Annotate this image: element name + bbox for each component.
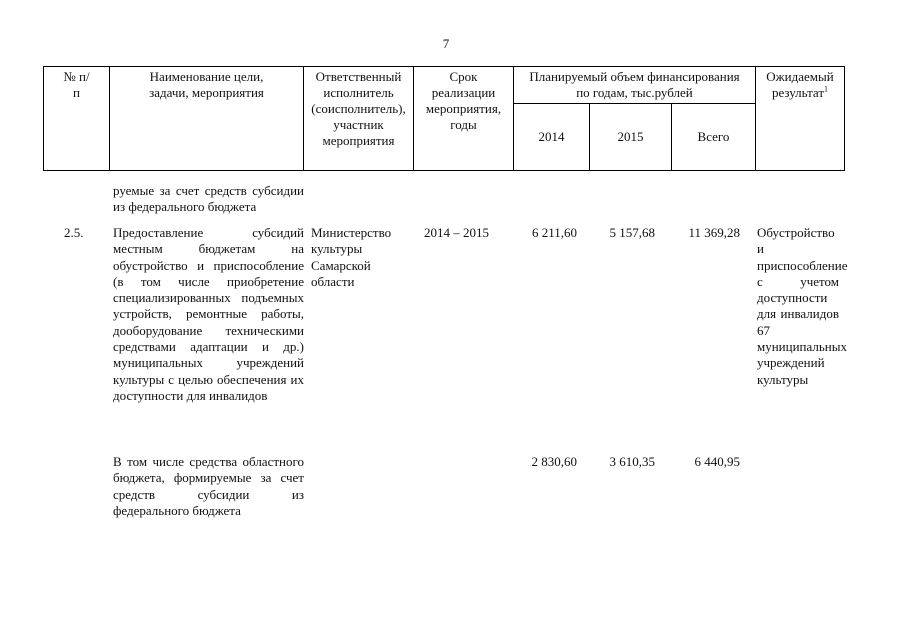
subrow-value-2015: 3 610,35: [609, 454, 655, 469]
subrow-value-2014: 2 830,60: [531, 454, 577, 469]
subrow-name: В том числе средства областного бюджета, формируемые за счет средств субсидии из федерального бюджета: [113, 454, 304, 518]
header-name: Наименование цели, задачи, мероприятия: [110, 67, 304, 171]
row-executor: Министерство культуры Самарской области: [311, 225, 392, 289]
header-term: Срок реализации мероприятия, годы: [414, 67, 514, 171]
header-funding: Планируемый объем финансирования по годам, тыс.рублей: [514, 67, 756, 104]
table-header: [43, 66, 845, 171]
header-result: Ожидаемый результат$^1$: [756, 67, 845, 171]
row-value-2014: 6 211,60: [531, 225, 577, 240]
row-number: 2.5.: [64, 225, 84, 240]
row-total: 11 369,28: [688, 225, 740, 240]
header-year-2015: 2015: [590, 104, 672, 171]
continuation-text: руемые за счет средств субсидии из федерального бюджета: [113, 183, 304, 215]
page-number: 7: [442, 36, 450, 51]
header-executor: Ответственный исполнитель (соисполнитель), участник мероприятия: [304, 67, 414, 171]
subrow-total: 6 440,95: [694, 454, 740, 469]
row-value-2015: 5 157,68: [609, 225, 655, 240]
row-name: Предоставление субсидий местным бюджетам на обустройство и приспособление (в том числе приобретение специализированных подъемных устройств, ремонтные работы, дооборудование техническими средствами адаптации и др.) муниципальных учреждений культуры с целью обеспечения их доступности для инвалидов: [113, 225, 304, 403]
header-total: Всего: [672, 104, 756, 171]
header-num: № п/п: [44, 67, 110, 171]
row-term: 2014 – 2015: [424, 225, 489, 240]
row-result: Обустройство и приспособление с учетом доступности для инвалидов 67 муниципальных учреждений культуры: [757, 225, 848, 387]
header-year-2014: 2014: [514, 104, 590, 171]
